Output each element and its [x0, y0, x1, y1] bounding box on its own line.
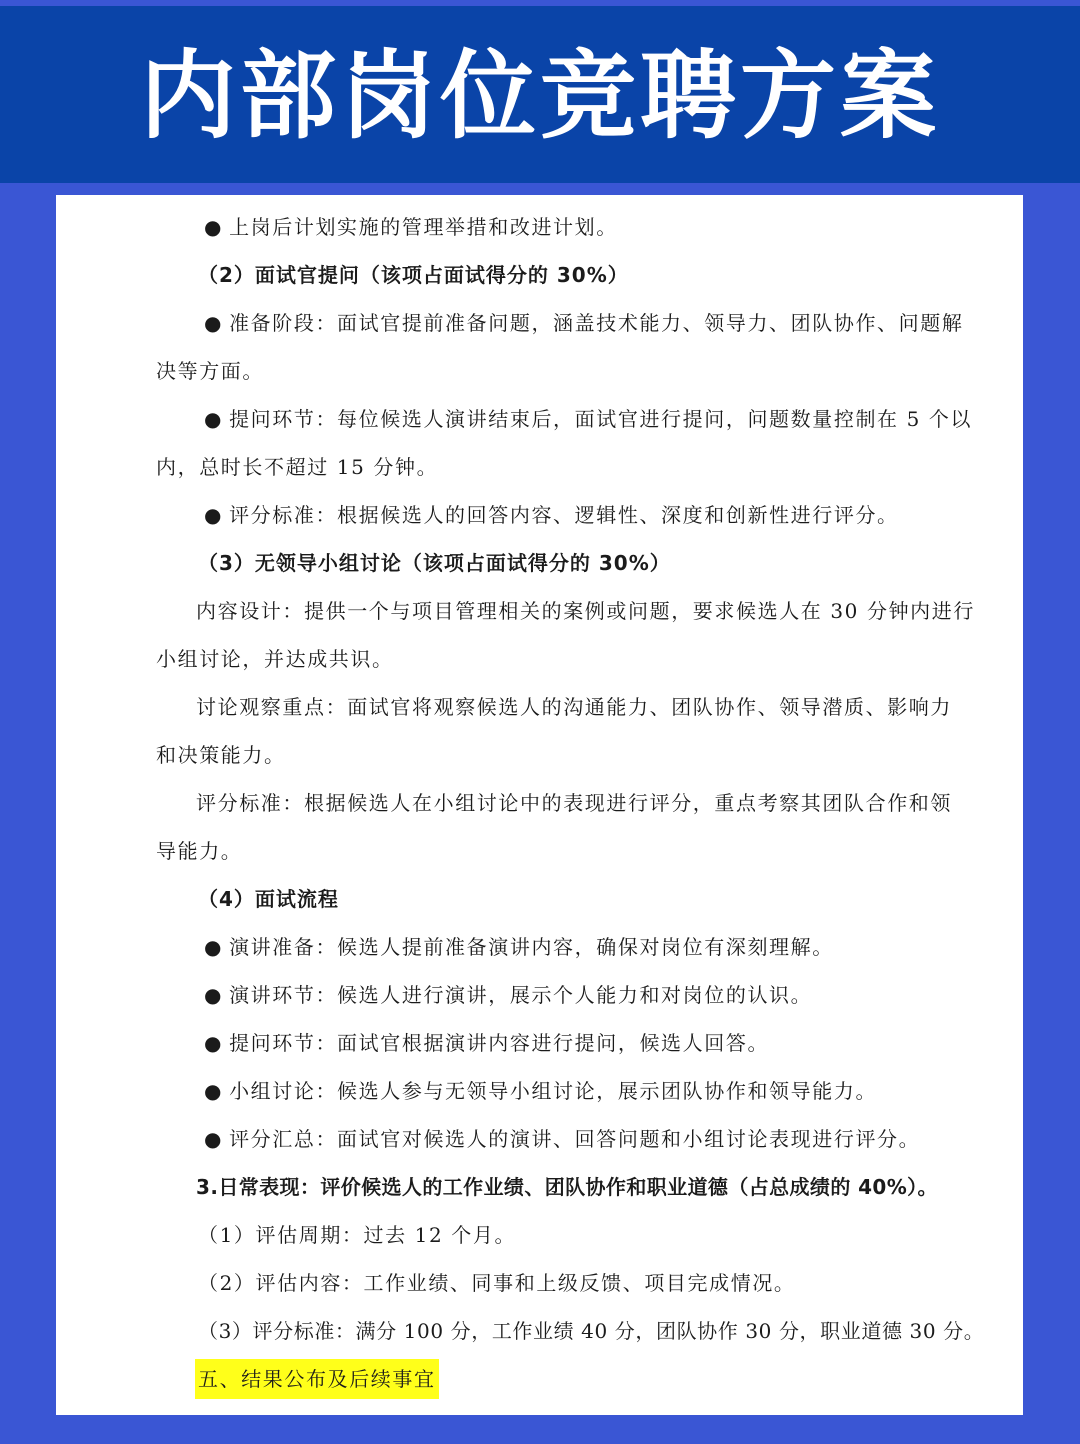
- title-banner: [0, 0, 1080, 183]
- highlighted-section-heading: [195, 1365, 439, 1393]
- doc-line-bullet: ● 准备阶段：面试官提前准备问题，涵盖技术能力、领导力、团队协作、问题解: [204, 311, 964, 335]
- doc-line-bullet: ● 评分汇总：面试官对候选人的演讲、回答问题和小组讨论表现进行评分。: [204, 1127, 921, 1151]
- highlight-marker: 五、结果公布及后续事宜: [195, 1359, 439, 1399]
- bullet-icon: ●: [204, 1079, 224, 1103]
- doc-line-paragraph: 评分标准：根据候选人在小组讨论中的表现进行评分，重点考察其团队合作和领: [196, 791, 952, 815]
- doc-line-paragraph: 内容设计：提供一个与项目管理相关的案例或问题，要求候选人在 30 分钟内进行: [196, 599, 975, 623]
- doc-line-bullet: ● 演讲环节：候选人进行演讲，展示个人能力和对岗位的认识。: [204, 983, 813, 1007]
- bullet-icon: ●: [204, 215, 224, 239]
- subheading: （3）无领导小组讨论（该项占面试得分的 30%）: [198, 551, 671, 575]
- section-heading: 3.日常表现：评价候选人的工作业绩、团队协作和职业道德（占总成绩的 40%）。: [196, 1175, 938, 1199]
- bullet-icon: ●: [204, 407, 224, 431]
- bullet-icon: ●: [204, 935, 224, 959]
- doc-line-bullet: ● 上岗后计划实施的管理举措和改进计划。: [204, 215, 618, 239]
- doc-line-continuation: 导能力。: [156, 839, 243, 863]
- doc-line-bullet: ● 评分标准：根据候选人的回答内容、逻辑性、深度和创新性进行评分。: [204, 503, 899, 527]
- doc-line-item: （3）评分标准：满分 100 分，工作业绩 40 分，团队协作 30 分，职业道德 30 分。: [198, 1319, 985, 1343]
- subheading: （2）面试官提问（该项占面试得分的 30%）: [198, 263, 629, 287]
- page-title: 内部岗位竞聘方案: [140, 39, 940, 152]
- doc-line-bullet: ● 演讲准备：候选人提前准备演讲内容，确保对岗位有深刻理解。: [204, 935, 834, 959]
- bullet-icon: ●: [204, 1031, 224, 1055]
- bullet-icon: ●: [204, 1127, 224, 1151]
- bullet-icon: ●: [204, 311, 224, 335]
- doc-line-paragraph: 讨论观察重点：面试官将观察候选人的沟通能力、团队协作、领导潜质、影响力: [196, 695, 952, 719]
- doc-line-item: （1）评估周期：过去 12 个月。: [198, 1223, 517, 1247]
- document-sheet: [56, 195, 1023, 1415]
- doc-line-bullet: ● 提问环节：面试官根据演讲内容进行提问，候选人回答。: [204, 1031, 770, 1055]
- doc-line-bullet: ● 提问环节：每位候选人演讲结束后，面试官进行提问，问题数量控制在 5 个以: [204, 407, 973, 431]
- doc-line-continuation: 内，总时长不超过 15 分钟。: [156, 455, 439, 479]
- doc-line-continuation: 决等方面。: [156, 359, 264, 383]
- doc-line-continuation: 和决策能力。: [156, 743, 286, 767]
- doc-line-continuation: 小组讨论，并达成共识。: [156, 647, 394, 671]
- doc-line-bullet: ● 小组讨论：候选人参与无领导小组讨论，展示团队协作和领导能力。: [204, 1079, 878, 1103]
- bullet-icon: ●: [204, 983, 224, 1007]
- doc-line-item: （2）评估内容：工作业绩、同事和上级反馈、项目完成情况。: [198, 1271, 796, 1295]
- subheading: （4）面试流程: [198, 887, 339, 911]
- bullet-icon: ●: [204, 503, 224, 527]
